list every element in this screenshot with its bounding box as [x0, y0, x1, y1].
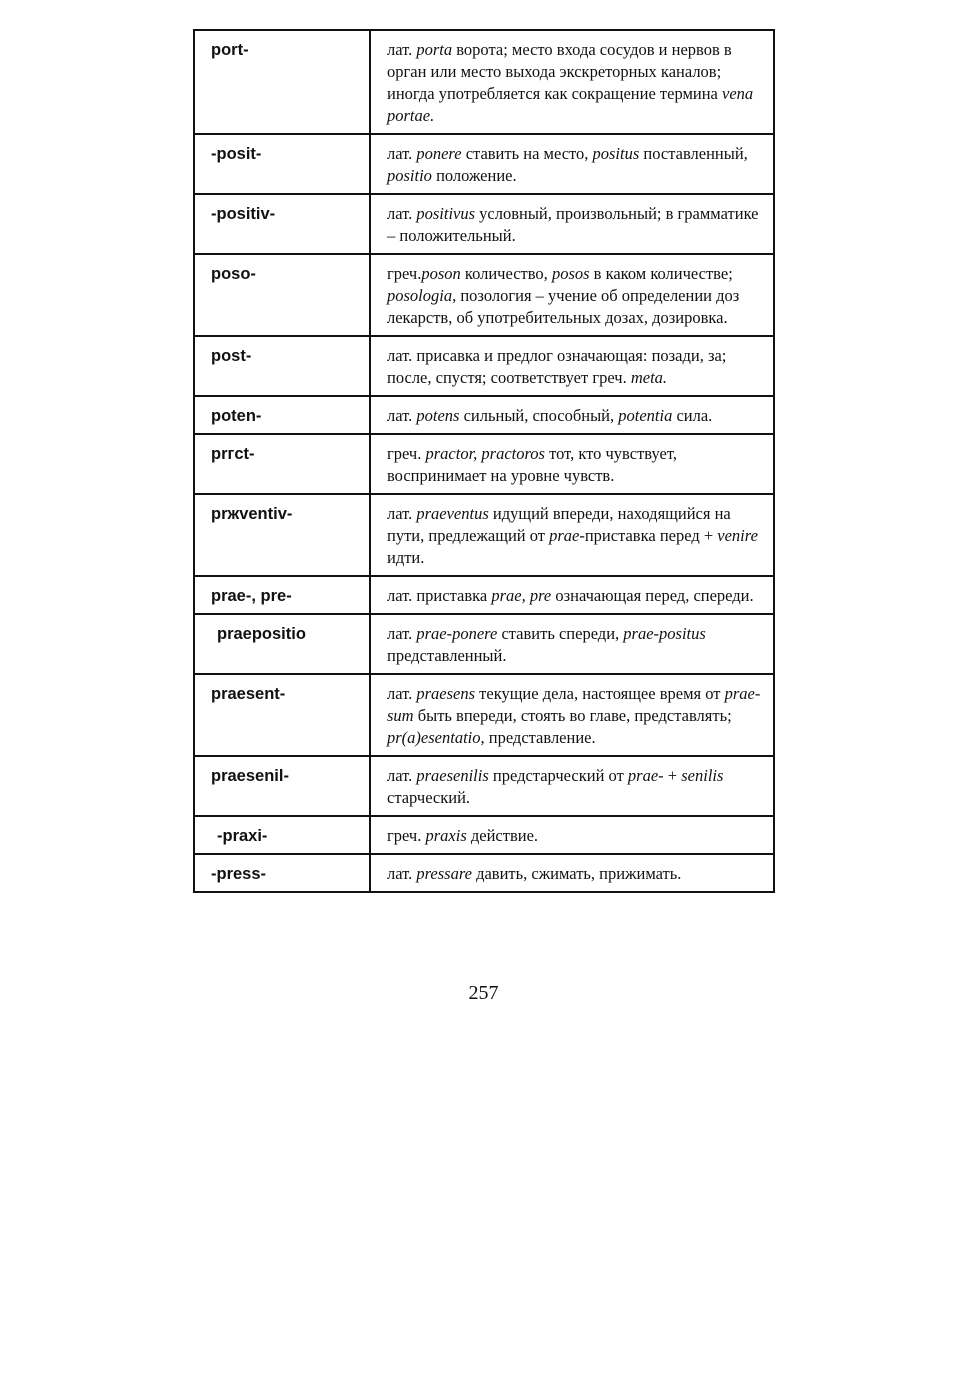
definition-italic-segment: prae-: [627, 766, 664, 785]
definition-italic-segment: potens: [416, 406, 460, 425]
definition-segment: греч.: [387, 444, 426, 463]
entry-term: praesenil-: [194, 756, 370, 816]
definition-segment: сильный, способный,: [459, 406, 619, 425]
definition-segment: лат.: [387, 504, 417, 523]
definition-segment: лат.: [387, 624, 417, 643]
definition-segment: предстарческий от: [488, 766, 628, 785]
entry-definition: [370, 674, 774, 756]
entry-definition: [370, 854, 774, 892]
definition-segment: условный, произвольный; в грамматике – положительный.: [387, 204, 759, 245]
definition-segment: старческий.: [387, 788, 471, 807]
definition-segment: представление.: [484, 728, 596, 747]
entry-definition: [370, 434, 774, 494]
entry-term: praesent-: [194, 674, 370, 756]
definition-italic-segment: senilis: [681, 766, 724, 785]
table-row: [194, 674, 774, 756]
dictionary-table-body: [194, 30, 774, 892]
table-row: [194, 254, 774, 336]
definition-segment: представленный.: [387, 646, 507, 665]
definition-italic-segment: ponere: [416, 144, 462, 163]
definition-segment: поставленный,: [639, 144, 748, 163]
entry-term: poten-: [194, 396, 370, 434]
table-row: [194, 134, 774, 194]
definition-segment: положение.: [431, 166, 517, 185]
definition-segment: идущий впереди, находящийся на пути, предлежащий от: [387, 504, 731, 545]
entry-term: prae-, pre-: [194, 576, 370, 614]
entry-definition: [370, 576, 774, 614]
entry-term: praepositio: [194, 614, 370, 674]
definition-segment: лат.: [387, 144, 417, 163]
definition-italic-segment: praxis: [425, 826, 467, 845]
table-row: [194, 614, 774, 674]
entry-term: -praxi-: [194, 816, 370, 854]
definition-segment: количество,: [460, 264, 552, 283]
entry-definition: [370, 614, 774, 674]
entry-term: poso-: [194, 254, 370, 336]
definition-segment: давить, сжимать, прижимать.: [471, 864, 682, 883]
definition-italic-segment: pr(a)esentatio,: [387, 728, 485, 747]
definition-italic-segment: vena portae.: [387, 84, 754, 125]
entry-term: -positiv-: [194, 194, 370, 254]
entry-definition: [370, 396, 774, 434]
entry-definition: [370, 494, 774, 576]
definition-italic-segment: positus: [592, 144, 640, 163]
definition-segment: греч.: [387, 264, 422, 283]
table-row: [194, 494, 774, 576]
definition-italic-segment: praesenilis: [416, 766, 489, 785]
definition-italic-segment: prae-positus: [623, 624, 706, 643]
definition-segment: текущие дела, настоящее время от: [475, 684, 725, 703]
definition-segment: действие.: [466, 826, 539, 845]
entry-definition: [370, 816, 774, 854]
definition-segment: лат. приставка: [387, 586, 492, 605]
table-row: [194, 816, 774, 854]
table-row: [194, 756, 774, 816]
definition-segment: ворота; место входа сосудов и нервов в орган или место выхода экскреторных каналов; иногда употребляется как сокращение термина: [387, 40, 732, 103]
definition-segment: ставить на место,: [461, 144, 593, 163]
definition-italic-segment: praesens: [416, 684, 476, 703]
table-row: [194, 336, 774, 396]
entry-definition: [370, 30, 774, 134]
definition-italic-segment: practor, practoros: [425, 444, 545, 463]
definition-segment: тот, кто чувствует, воспринимает на уровне чувств.: [387, 444, 677, 485]
definition-segment: означающая перед, спереди.: [551, 586, 754, 605]
definition-italic-segment: pressare: [416, 864, 472, 883]
definition-segment: лат.: [387, 766, 417, 785]
definition-italic-segment: posos: [551, 264, 590, 283]
table-row: [194, 854, 774, 892]
definition-segment: быть впереди, стоять во главе, представлять;: [413, 706, 732, 725]
definition-italic-segment: prae-ponere: [416, 624, 498, 643]
dictionary-table: [193, 29, 775, 893]
definition-segment: сила.: [672, 406, 713, 425]
definition-italic-segment: positivus: [416, 204, 476, 223]
definition-segment: -приставка перед +: [579, 526, 718, 545]
definition-segment: лат.: [387, 204, 417, 223]
definition-segment: в каком количестве;: [589, 264, 733, 283]
entry-term: port-: [194, 30, 370, 134]
table-row: [194, 434, 774, 494]
definition-segment: лат.: [387, 864, 417, 883]
definition-italic-segment: posologia,: [387, 286, 457, 305]
definition-segment: ставить спереди,: [497, 624, 624, 643]
entry-definition: [370, 756, 774, 816]
definition-italic-segment: positio: [387, 166, 432, 185]
definition-segment: позология – учение об определении доз лекарств, об употребительных дозах, дозировка.: [387, 286, 740, 327]
definition-italic-segment: meta.: [630, 368, 668, 387]
definition-italic-segment: porta: [416, 40, 453, 59]
definition-segment: идти.: [387, 548, 425, 567]
definition-segment: лат.: [387, 684, 417, 703]
entry-definition: [370, 194, 774, 254]
definition-italic-segment: praeventus: [416, 504, 489, 523]
definition-italic-segment: prae, pre: [491, 586, 552, 605]
table-row: [194, 576, 774, 614]
entry-definition: [370, 254, 774, 336]
definition-segment: лат.: [387, 40, 417, 59]
definition-segment: греч.: [387, 826, 426, 845]
definition-italic-segment: venire: [717, 526, 758, 545]
table-row: [194, 194, 774, 254]
entry-definition: [370, 134, 774, 194]
entry-term: post-: [194, 336, 370, 396]
entry-term: -press-: [194, 854, 370, 892]
entry-term: prгct-: [194, 434, 370, 494]
page-number: 257: [468, 982, 499, 1004]
definition-italic-segment: prae: [549, 526, 580, 545]
definition-italic-segment: poson: [421, 264, 461, 283]
definition-italic-segment: prae-sum: [387, 684, 761, 725]
definition-segment: лат.: [387, 406, 417, 425]
definition-segment: +: [663, 766, 682, 785]
entry-term: prжventiv-: [194, 494, 370, 576]
table-row: [194, 396, 774, 434]
entry-definition: [370, 336, 774, 396]
definition-italic-segment: potentia: [618, 406, 673, 425]
entry-term: -posit-: [194, 134, 370, 194]
table-row: [194, 30, 774, 134]
definition-segment: лат. присавка и предлог означающая: позади, за; после, спустя; соответствует греч.: [387, 346, 727, 387]
